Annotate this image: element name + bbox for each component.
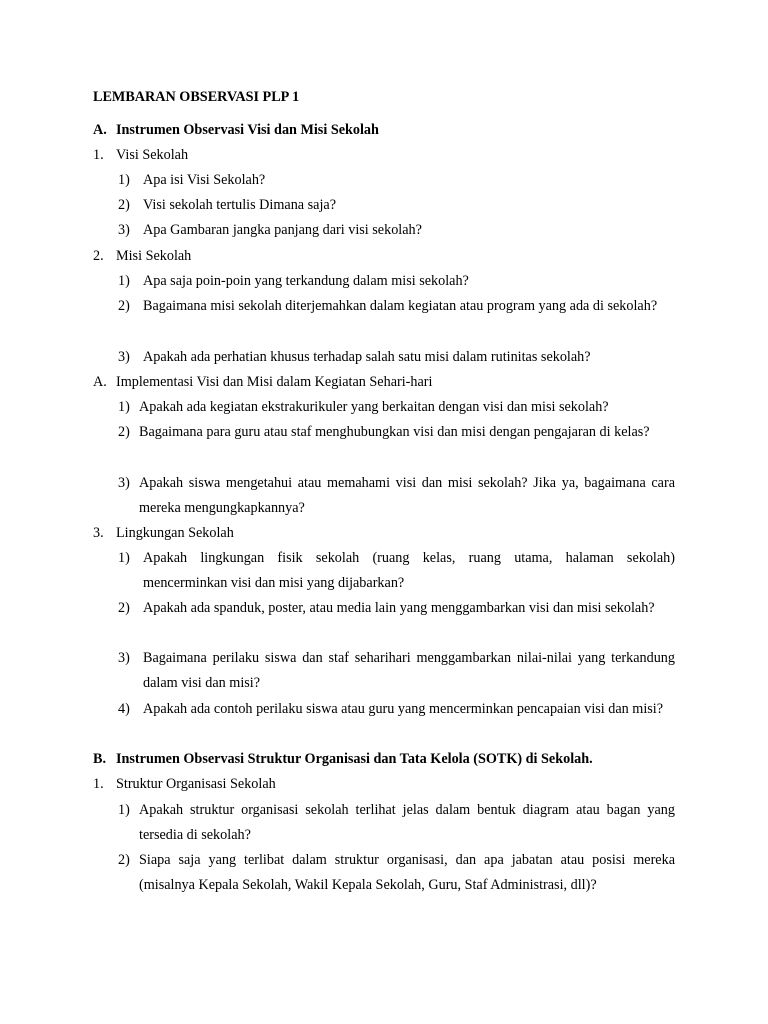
sub-item-text: Bagaimana perilaku siswa dan staf seharihari menggambarkan nilai-nilai yang terkandung dalam visi dan misi?	[143, 650, 675, 692]
sub-item-marker: 2)	[118, 197, 130, 213]
sub-item-text: Apakah struktur organisasi sekolah terlihat jelas dalam bentuk diagram atau bagan yang tersedia di sekolah?	[139, 802, 675, 844]
item-marker: 3.	[93, 525, 104, 541]
sub-item	[118, 168, 675, 193]
sub-item	[118, 798, 675, 848]
sub-item	[118, 546, 675, 596]
item-text: Visi Sekolah	[116, 147, 189, 163]
sub-item-text: Apakah ada perhatian khusus terhadap salah satu misi dalam rutinitas sekolah?	[143, 349, 591, 365]
sub-item-text: Apa saja poin-poin yang terkandung dalam misi sekolah?	[143, 273, 469, 289]
section-title: Instrumen Observasi Struktur Organisasi dan Tata Kelola (SOTK) di Sekolah.	[116, 751, 593, 767]
sub-item-text: Visi sekolah tertulis Dimana saja?	[143, 197, 336, 213]
sub-item-text: Apakah siswa mengetahui atau memahami visi dan misi sekolah? Jika ya, bagaimana cara mereka mengungkapkannya?	[139, 475, 675, 517]
sub-item-text: Apa Gambaran jangka panjang dari visi sekolah?	[143, 222, 422, 238]
sub-item-marker: 1)	[118, 399, 130, 415]
sub-item-marker: 1)	[118, 172, 130, 188]
item-text: Struktur Organisasi Sekolah	[116, 776, 276, 792]
sub-item	[118, 294, 675, 319]
sub-item-marker: 1)	[118, 550, 130, 566]
sub-item	[118, 697, 675, 722]
sub-item-marker: 2)	[118, 600, 130, 616]
sub-item	[118, 420, 675, 445]
sub-item-marker: 3)	[118, 349, 130, 365]
sub-item-text: Bagaimana para guru atau staf menghubungkan visi dan misi dengan pengajaran di kelas?	[139, 424, 650, 440]
sub-item-marker: 1)	[118, 273, 130, 289]
sub-item-text: Apakah lingkungan fisik sekolah (ruang kelas, ruang utama, halaman sekolah) mencerminkan visi dan misi yang dijabarkan?	[143, 550, 675, 592]
section-title: Instrumen Observasi Visi dan Misi Sekolah	[116, 122, 379, 138]
sub-item-text: Apakah ada kegiatan ekstrakurikuler yang berkaitan dengan visi dan misi sekolah?	[139, 399, 609, 415]
sub-item-text: Apa isi Visi Sekolah?	[143, 172, 266, 188]
item-text: Implementasi Visi dan Misi dalam Kegiatan Sehari-hari	[116, 374, 433, 390]
sub-item	[118, 395, 675, 420]
sub-item-text: Bagaimana misi sekolah diterjemahkan dalam kegiatan atau program yang ada di sekolah?	[143, 298, 658, 314]
item-marker: 2.	[93, 248, 104, 264]
sub-item-marker: 1)	[118, 802, 130, 818]
sub-item-text: Apakah ada contoh perilaku siswa atau guru yang mencerminkan pencapaian visi dan misi?	[143, 701, 664, 717]
sub-item-marker: 2)	[118, 424, 130, 440]
document-title: LEMBARAN OBSERVASI PLP 1	[93, 89, 300, 105]
item-marker: 1.	[93, 147, 104, 163]
sub-item-marker: 3)	[118, 222, 130, 238]
sub-item	[118, 471, 675, 521]
sub-item-marker: 2)	[118, 852, 130, 868]
sub-item-marker: 2)	[118, 298, 130, 314]
sub-item	[118, 596, 675, 621]
sub-item	[118, 646, 675, 696]
sub-item	[118, 218, 675, 243]
section-marker: A.	[93, 122, 107, 138]
sub-item	[118, 345, 675, 370]
sub-item	[118, 269, 675, 294]
sub-item-text: Apakah ada spanduk, poster, atau media lain yang menggambarkan visi dan misi sekolah?	[143, 600, 655, 616]
sub-item-marker: 3)	[118, 650, 130, 666]
sub-item-marker: 3)	[118, 475, 130, 491]
item-marker: A.	[93, 374, 107, 390]
item-marker: 1.	[93, 776, 104, 792]
sub-item-marker: 4)	[118, 701, 130, 717]
item-text: Misi Sekolah	[116, 248, 192, 264]
item-text: Lingkungan Sekolah	[116, 525, 234, 541]
sub-item	[118, 848, 675, 898]
sub-item-text: Siapa saja yang terlibat dalam struktur organisasi, dan apa jabatan atau posisi mereka (misalnya Kepala Sekolah, Wakil Kepala Sekolah, Guru, Staf Administrasi, dll)?	[139, 852, 675, 894]
sub-item	[118, 193, 675, 218]
section-marker: B.	[93, 751, 107, 767]
